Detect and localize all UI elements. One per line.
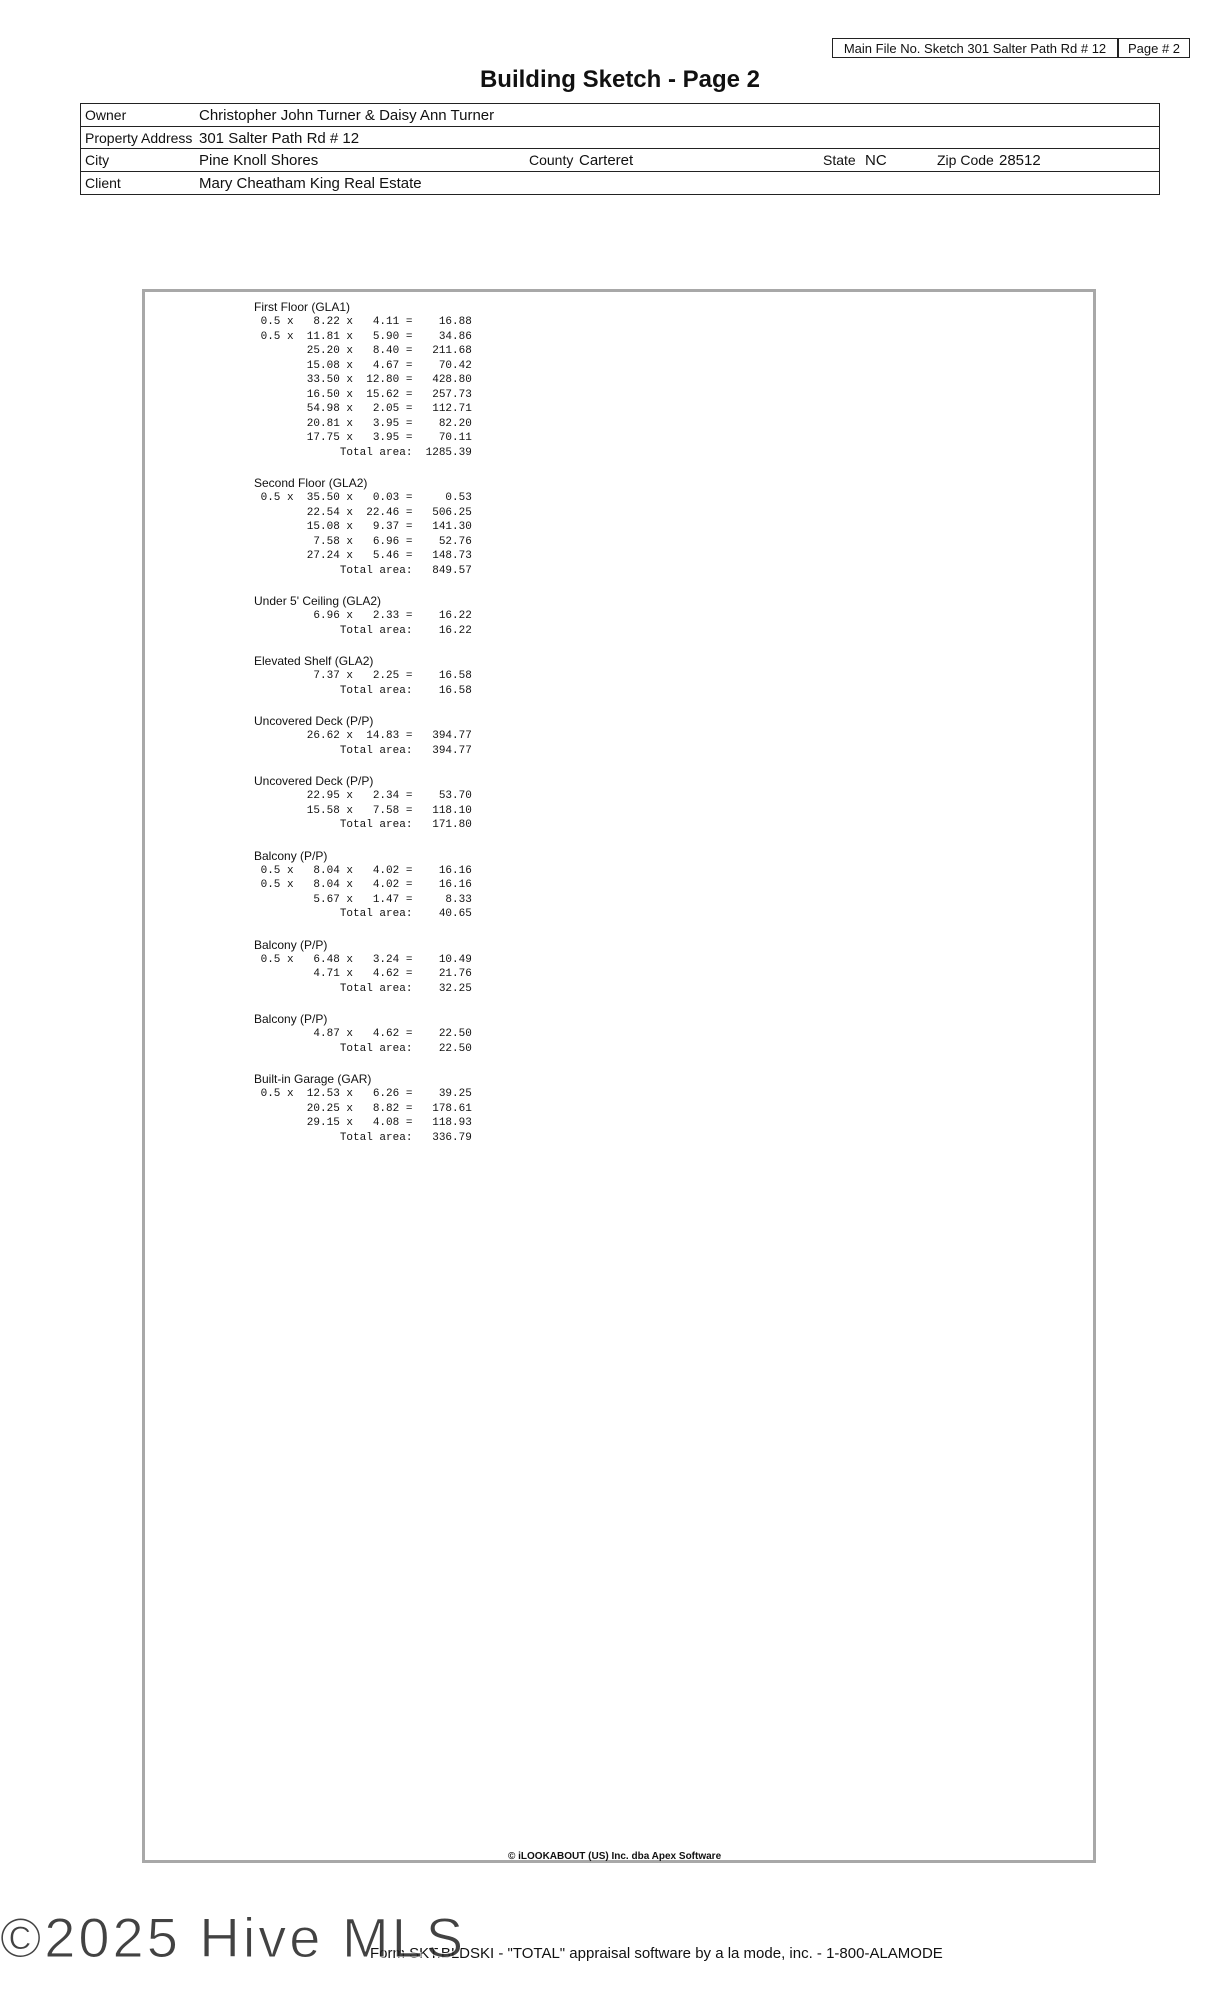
section-title: Built-in Garage (GAR) [254, 1072, 372, 1086]
total-area-line: Total area: 336.79 [254, 1131, 472, 1144]
calc-line: 17.75 x 3.95 = 70.11 [254, 432, 472, 444]
form-footer: Form SKT.BLDSKI - "TOTAL" appraisal software by a la mode, inc. - 1-800-ALAMODE [370, 1945, 943, 1962]
calc-line: 6.96 x 2.33 = 16.22 [254, 610, 472, 622]
calc-line: 54.98 x 2.05 = 112.71 [254, 403, 472, 415]
area-section [254, 300, 472, 460]
city-label: City [85, 152, 110, 168]
section-title: Balcony (P/P) [254, 937, 328, 952]
total-area-line: Total area: 849.57 [254, 564, 472, 577]
calc-line: 4.87 x 4.62 = 22.50 [254, 1028, 472, 1040]
page-number: Page # 2 [1118, 38, 1190, 58]
calc-line: 15.58 x 7.58 = 118.10 [254, 804, 472, 817]
total-area-line: Total area: 16.22 [254, 624, 472, 637]
calc-line: 7.58 x 6.96 = 52.76 [254, 535, 472, 548]
total-area-line: Total area: 171.80 [254, 819, 472, 831]
section-title: Elevated Shelf (GLA2) [254, 654, 374, 668]
zip-value: 28512 [999, 152, 1041, 169]
calc-line: 15.08 x 9.37 = 141.30 [254, 521, 472, 533]
section-title: Second Floor (GLA2) [254, 476, 368, 490]
address-label: Property Address [85, 129, 193, 146]
client-value: Mary Cheatham King Real Estate [199, 174, 422, 192]
zip-label: Zip Code [937, 152, 994, 168]
calc-line: 22.95 x 2.34 = 53.70 [254, 790, 472, 802]
city-value: Pine Knoll Shores [199, 152, 319, 169]
calc-line: 33.50 x 12.80 = 428.80 [254, 374, 472, 386]
area-section [254, 714, 472, 758]
calc-line: 0.5 x 11.81 x 5.90 = 34.86 [254, 330, 472, 343]
calc-line: 15.08 x 4.67 = 70.42 [254, 359, 472, 372]
apex-credit: © iLOOKABOUT (US) Inc. dba Apex Software [508, 1851, 722, 1862]
county-value: Carteret [579, 152, 634, 169]
calc-line: 0.5 x 12.53 x 6.26 = 39.25 [254, 1088, 472, 1100]
calc-line: 20.25 x 8.82 = 178.61 [254, 1102, 472, 1115]
calc-line: 5.67 x 1.47 = 8.33 [254, 893, 472, 906]
section-title: Balcony (P/P) [254, 1012, 328, 1026]
area-section [254, 1012, 472, 1056]
owner-value: Christopher John Turner & Daisy Ann Turner [199, 107, 495, 124]
section-title: Balcony (P/P) [254, 848, 328, 863]
area-section [254, 849, 472, 922]
area-section [254, 476, 472, 578]
total-area-line: Total area: 22.50 [254, 1042, 472, 1055]
calc-line: 26.62 x 14.83 = 394.77 [254, 730, 472, 742]
total-area-line: Total area: 32.25 [254, 982, 472, 995]
section-title: Uncovered Deck (P/P) [254, 774, 374, 788]
area-section [254, 774, 472, 833]
section-title: Uncovered Deck (P/P) [254, 714, 374, 728]
watermark: ©2025 Hive MLS [0, 1906, 467, 1969]
owner-row [81, 104, 1159, 127]
main-file-number: Main File No. Sketch 301 Salter Path Rd # 12 [832, 38, 1118, 58]
calc-line: 25.20 x 8.40 = 211.68 [254, 345, 472, 357]
address-value: 301 Salter Path Rd # 12 [199, 129, 360, 147]
calc-line: 0.5 x 8.04 x 4.02 = 16.16 [254, 879, 472, 891]
state-value: NC [865, 152, 887, 169]
calc-line: 0.5 x 35.50 x 0.03 = 0.53 [254, 492, 472, 504]
client-row [81, 172, 1159, 195]
area-calculations [254, 300, 472, 1161]
calc-line: 22.54 x 22.46 = 506.25 [254, 506, 472, 519]
page-title: Building Sketch - Page 2 [479, 66, 761, 93]
calc-line: 20.81 x 3.95 = 82.20 [254, 417, 472, 430]
area-section [254, 938, 472, 997]
area-section [254, 594, 472, 638]
calc-line: 7.37 x 2.25 = 16.58 [254, 670, 472, 682]
calc-line: 16.50 x 15.62 = 257.73 [254, 388, 472, 401]
property-info-table [80, 103, 1160, 195]
address-row [81, 127, 1159, 150]
area-section [254, 1072, 472, 1145]
section-title: Under 5' Ceiling (GLA2) [254, 594, 382, 608]
total-area-line: Total area: 16.58 [254, 684, 472, 697]
calc-line: 0.5 x 6.48 x 3.24 = 10.49 [254, 953, 472, 966]
total-area-line: Total area: 394.77 [254, 744, 472, 757]
city-row [81, 149, 1159, 172]
calc-line: 0.5 x 8.22 x 4.11 = 16.88 [254, 316, 472, 328]
owner-label: Owner [85, 107, 127, 123]
calc-line: 27.24 x 5.46 = 148.73 [254, 550, 472, 562]
total-area-line: Total area: 1285.39 [254, 446, 472, 459]
county-label: County [529, 152, 574, 168]
calc-line: 29.15 x 4.08 = 118.93 [254, 1117, 472, 1129]
client-label: Client [85, 174, 121, 191]
state-label: State [823, 152, 856, 168]
section-title: First Floor (GLA1) [254, 300, 351, 314]
total-area-line: Total area: 40.65 [254, 908, 472, 920]
calc-line: 4.71 x 4.62 = 21.76 [254, 968, 472, 980]
calc-line: 0.5 x 8.04 x 4.02 = 16.16 [254, 864, 472, 877]
area-section [254, 654, 472, 698]
